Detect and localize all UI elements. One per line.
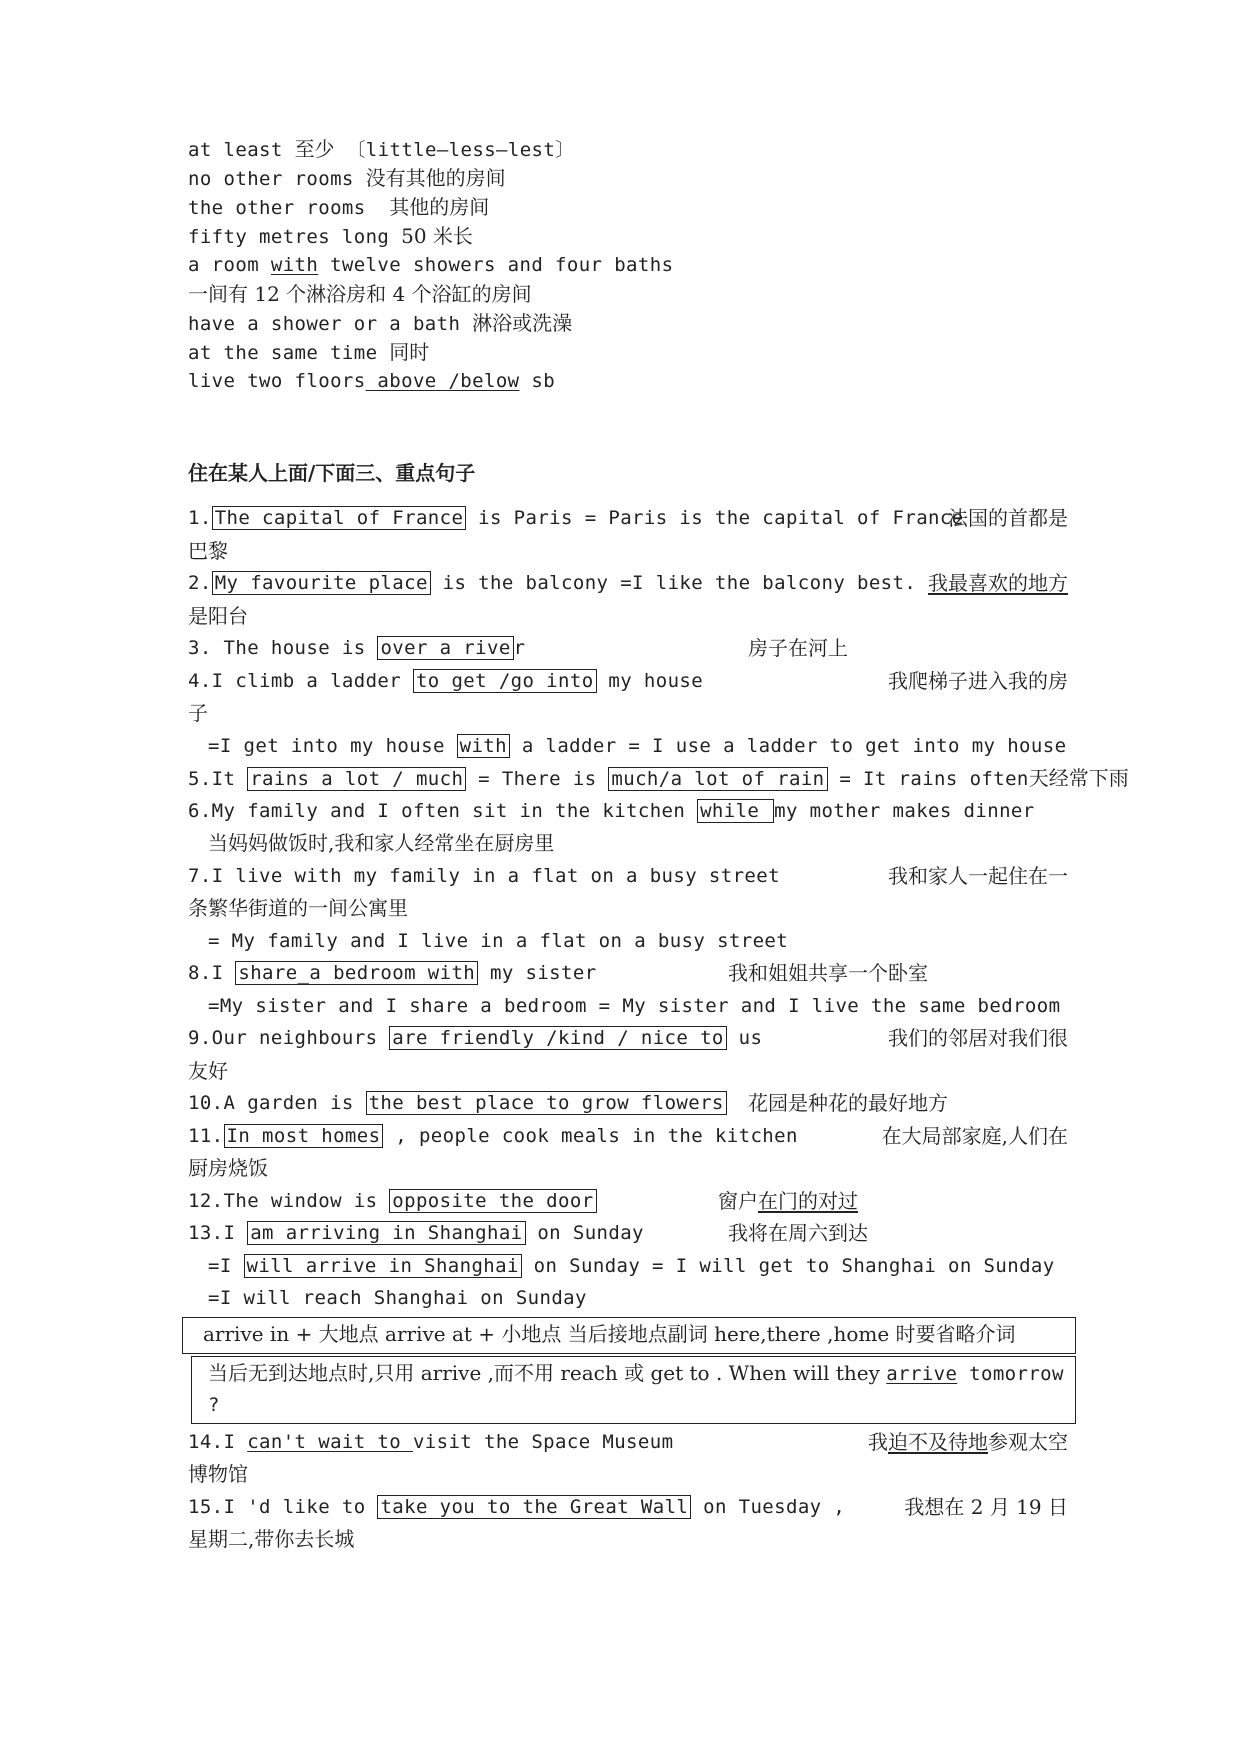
phrase-note: 〔little—less—lest〕 xyxy=(346,139,575,161)
sentence-7: 7.I live with my family in a flat on a busy street 我和家人一起住在一 xyxy=(188,860,1068,893)
phrase-line xyxy=(188,223,473,250)
translation-cont: 星期二,带你去长城 xyxy=(188,1527,355,1551)
phrase-zh: 至少 xyxy=(294,137,335,161)
translation-cont: 是阳台 xyxy=(188,603,248,628)
sentence-12: 12.The window is opposite the door 窗户在门的对过 xyxy=(188,1185,1068,1218)
phrase-en: at the same time xyxy=(188,342,378,364)
sentence-4-alt: =I get into my house with a ladder = I use a ladder to get into my house xyxy=(208,734,1067,757)
translation-cont: 友好 xyxy=(188,1058,228,1083)
grammar-note-box xyxy=(182,1317,1076,1354)
sentence-8-alt: =My sister and I share a bedroom = My sister and I live the same bedroom xyxy=(208,994,1061,1017)
translation-cont: 厨房烧饭 xyxy=(188,1156,268,1180)
boxed-phrase: over a rive xyxy=(377,636,513,660)
sentence-6: 6.My family and I often sit in the kitchen while my mother makes dinner xyxy=(188,799,1035,822)
underlined-word: arrive xyxy=(886,1362,958,1385)
phrase-text: sb xyxy=(519,370,556,392)
sentence-10: 10.A garden is the best place to grow flowers 花园是种花的最好地方 xyxy=(188,1087,1068,1120)
phrase-en: at least xyxy=(188,139,283,161)
boxed-phrase: In most homes xyxy=(224,1124,384,1148)
boxed-phrase: while xyxy=(697,799,774,823)
boxed-phrase: much/a lot of rain xyxy=(608,767,827,791)
phrase-text: live two floors xyxy=(188,370,366,392)
sentence-8: 8.I share_a bedroom with my sister 我和姐姐共享一个卧室 xyxy=(188,957,1068,990)
translation-cont: 博物馆 xyxy=(188,1462,248,1486)
translation: 法国的首都是 xyxy=(948,506,1068,530)
translation-cont: 条繁华街道的一间公寓里 xyxy=(188,896,408,920)
translation: 在大局部家庭,人们在 xyxy=(881,1123,1068,1148)
boxed-phrase: My favourite place xyxy=(212,571,431,595)
boxed-phrase: rains a lot / much xyxy=(247,767,466,791)
phrase-line xyxy=(188,339,429,366)
phrase-line xyxy=(188,194,489,221)
sentence-7-alt: = My family and I live in a flat on a busy street xyxy=(208,929,789,952)
sentence-13: 13.I am arriving in Shanghai on Sunday 我将在周六到达 xyxy=(188,1217,1068,1250)
phrase-line: 一间有 12 个淋浴房和 4 个浴缸的房间 xyxy=(188,282,532,306)
boxed-phrase: are friendly /kind / nice to xyxy=(389,1026,727,1050)
sentence-3: 3. The house is over a rive r 房子在河上 xyxy=(188,632,1068,665)
phrase-zh: 淋浴或洗澡 xyxy=(472,311,573,335)
sentence-13-alt: =I will arrive in Shanghai on Sunday = I will get to Shanghai on Sunday xyxy=(208,1254,1055,1277)
grammar-note: tomorrow ? xyxy=(208,1362,1064,1416)
boxed-phrase: am arriving in Shanghai xyxy=(247,1221,525,1245)
boxed-phrase: to get /go into xyxy=(413,669,597,693)
underlined-phrase: can't wait to xyxy=(247,1430,413,1453)
section-heading: 住在某人上面/下面三、重点句子 xyxy=(188,461,476,485)
phrase-zh: 同时 xyxy=(389,340,430,364)
translation: 我爬梯子进入我的房 xyxy=(888,668,1068,693)
key-sentences xyxy=(188,502,1129,1556)
phrase-zh: 50 米长 xyxy=(401,224,473,248)
sentence-9: 9.Our neighbours are friendly /kind / nice to us 我们的邻居对我们很 xyxy=(188,1022,1068,1055)
phrase-en: the other rooms xyxy=(188,197,366,219)
sentence-14: 14.I can't wait to visit the Space Museum 我迫不及待地参观太空 xyxy=(188,1426,1068,1459)
boxed-phrase: take you to the Great Wall xyxy=(377,1495,691,1519)
grammar-note-box xyxy=(191,1356,1076,1424)
translation: 花园是种花的最好地方 xyxy=(748,1091,948,1115)
translation: 我迫不及待地参观太空 xyxy=(868,1429,1068,1454)
translation: 我们的邻居对我们很 xyxy=(888,1026,1068,1050)
sentence-5: 5.It rains a lot / much = There is much/a lot of rain = It rains often天经常下雨 xyxy=(188,766,1129,790)
sentence-1: 1. The capital of France is Paris = Paris is the capital of France 法国的首都是 xyxy=(188,502,1068,535)
phrase-text: a room xyxy=(188,254,271,276)
translation-cont: 巴黎 xyxy=(188,538,228,563)
phrase-zh: 没有其他的房间 xyxy=(365,166,506,190)
boxed-phrase: will arrive in Shanghai xyxy=(244,1254,522,1278)
phrase-line xyxy=(188,252,673,278)
phrase-text: twelve showers and four baths xyxy=(318,254,674,276)
phrase-en: have a shower or a bath xyxy=(188,313,461,335)
sentence-13-alt2: =I will reach Shanghai on Sunday xyxy=(208,1287,587,1309)
phrase-en: fifty metres long xyxy=(188,226,390,248)
boxed-phrase: with xyxy=(457,734,510,758)
underlined-word: above /below xyxy=(365,370,520,392)
sentence-15: 15.I 'd like to take you to the Great Wall on Tuesday , 我想在 2 月 19 日 xyxy=(188,1491,1068,1524)
translation: 我想在 2 月 19 日 xyxy=(904,1494,1068,1519)
phrase-zh: 其他的房间 xyxy=(389,195,490,219)
boxed-phrase: opposite the door xyxy=(389,1189,596,1213)
phrase-en: no other rooms xyxy=(188,168,354,190)
translation-cont: 子 xyxy=(188,701,208,725)
translation-cont: 当妈妈做饭时,我和家人经常坐在厨房里 xyxy=(208,831,555,855)
translation: 房子在河上 xyxy=(748,636,848,660)
grammar-note: 当后无到达地点时,只用 arrive ,而不用 reach 或 get to . When will they xyxy=(208,1360,887,1385)
underlined-word: with xyxy=(270,254,319,276)
grammar-note: arrive in + 大地点 arrive at + 小地点 当后接地点副词 here,there ,home 时要省略介词 xyxy=(203,1321,1016,1346)
boxed-phrase: share_a bedroom with xyxy=(235,961,478,985)
translation: 我和家人一起住在一 xyxy=(888,863,1068,888)
phrase-line xyxy=(188,136,575,163)
translation: 我将在周六到达 xyxy=(728,1221,868,1245)
translation: 我最喜欢的地方 xyxy=(928,571,1068,595)
sentence-4: 4.I climb a ladder to get /go into my house 我爬梯子进入我的房 xyxy=(188,665,1068,698)
translation: 窗户在门的对过 xyxy=(718,1188,858,1213)
translation: 天经常下雨 xyxy=(1028,766,1129,790)
boxed-phrase: the best place to grow flowers xyxy=(366,1091,727,1115)
translation: 我和姐姐共享一个卧室 xyxy=(728,961,928,985)
boxed-phrase: The capital of France xyxy=(212,506,467,530)
sentence-2: 2. My favourite place is the balcony =I like the balcony best. 我最喜欢的地方 xyxy=(188,567,1068,600)
phrase-line xyxy=(188,310,572,337)
phrase-line xyxy=(188,165,506,192)
sentence-11: 11. In most homes , people cook meals in the kitchen 在大局部家庭,人们在 xyxy=(188,1120,1068,1153)
phrase-line xyxy=(188,368,555,394)
